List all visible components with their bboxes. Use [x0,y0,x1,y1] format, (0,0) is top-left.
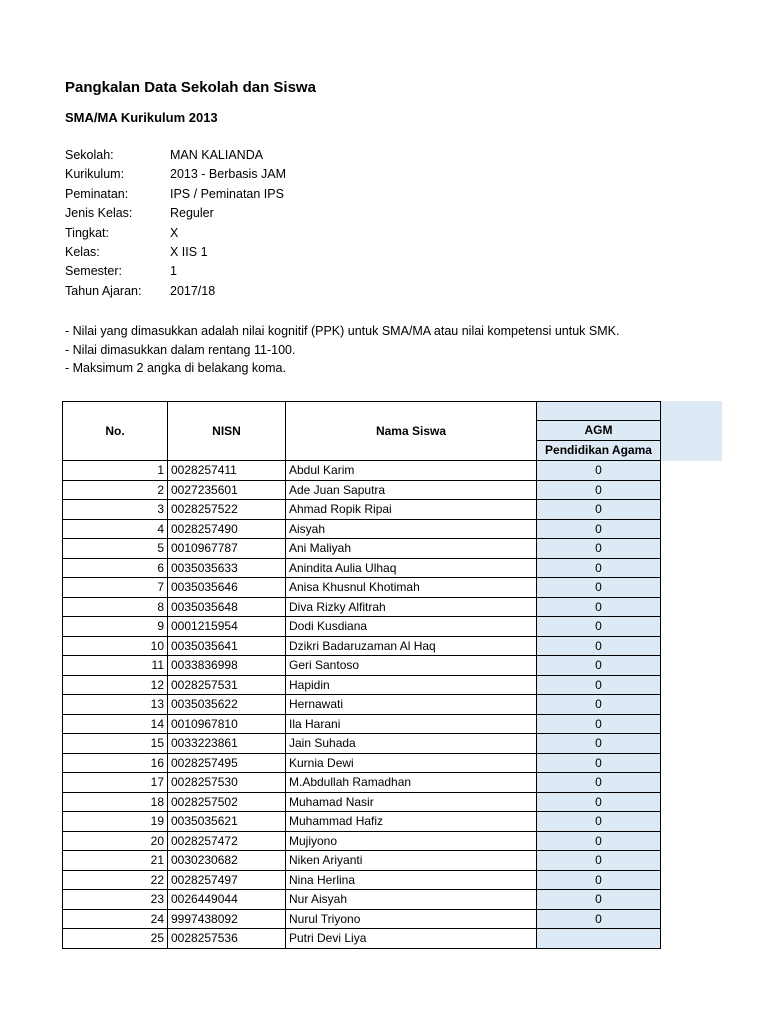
grade-input-cell[interactable]: 0 [537,500,661,520]
table-row [63,500,661,520]
info-value: 1 [170,264,177,279]
col-header-nisn: NISN [168,402,286,461]
nisn-cell: 0030230682 [168,851,286,871]
nisn-cell: 0028257522 [168,500,286,520]
table-row [63,909,661,929]
grade-input-cell[interactable]: 0 [537,519,661,539]
nisn-cell: 0010967787 [168,539,286,559]
row-number-cell: 4 [63,519,168,539]
table-row [63,851,661,871]
nisn-cell: 0035035648 [168,597,286,617]
row-number-cell: 8 [63,597,168,617]
table-row [63,890,661,910]
student-name-cell: Hapidin [286,675,537,695]
nisn-cell: 0035035622 [168,695,286,715]
info-label: Tingkat: [65,225,110,240]
table-row [63,578,661,598]
grade-input-cell[interactable]: 0 [537,734,661,754]
info-label: Sekolah: [65,148,114,162]
row-number-cell: 12 [63,675,168,695]
nisn-cell: 0028257530 [168,773,286,793]
row-number-cell: 25 [63,929,168,949]
nisn-cell: 0035035621 [168,812,286,832]
nisn-cell: 0001215954 [168,617,286,637]
student-name-cell: Muhamad Nasir [286,792,537,812]
student-name-cell: Anindita Aulia Ulhaq [286,558,537,578]
nisn-cell: 9997438092 [168,909,286,929]
table-row [63,539,661,559]
table-row [63,519,661,539]
info-value: 2017/18 [170,283,216,298]
info-label: Kelas: [65,244,100,259]
student-name-cell: Aisyah [286,519,537,539]
info-value: X IIS 1 [170,244,208,259]
student-name-cell: Ahmad Ropik Ripai [286,500,537,520]
student-name-cell: Hernawati [286,695,537,715]
nisn-cell: 0028257536 [168,929,286,949]
info-label: Kurikulum: [65,167,125,182]
nisn-cell: 0028257490 [168,519,286,539]
row-number-cell: 9 [63,617,168,637]
row-number-cell: 24 [63,909,168,929]
grade-input-cell[interactable]: 0 [537,597,661,617]
grade-input-cell[interactable]: 0 [537,870,661,890]
col-header-no: No. [63,402,168,461]
nisn-cell: 0033836998 [168,656,286,676]
nisn-cell: 0035035646 [168,578,286,598]
page-subtitle: SMA/MA Kurikulum 2013 [65,110,218,125]
grade-input-cell[interactable]: 0 [537,656,661,676]
info-value: MAN KALIANDA [170,148,264,162]
header-shade-extension [660,401,722,461]
nisn-cell: 0035035641 [168,636,286,656]
grade-input-cell[interactable]: 0 [537,773,661,793]
grade-input-cell[interactable] [537,929,661,949]
info-label: Peminatan: [65,186,129,201]
row-number-cell: 3 [63,500,168,520]
col-header-agm-sub: Pendidikan Agama [537,441,661,461]
grade-input-cell[interactable]: 0 [537,558,661,578]
student-name-cell: Ani Maliyah [286,539,537,559]
row-number-cell: 17 [63,773,168,793]
page-title: Pangkalan Data Sekolah dan Siswa [65,79,316,96]
row-number-cell: 5 [63,539,168,559]
grade-input-cell[interactable]: 0 [537,675,661,695]
table-row [63,753,661,773]
row-number-cell: 2 [63,480,168,500]
row-number-cell: 18 [63,792,168,812]
table-row [63,812,661,832]
info-row [65,206,286,225]
table-row [63,714,661,734]
student-name-cell: Ade Juan Saputra [286,480,537,500]
grade-table [62,401,661,949]
row-number-cell: 13 [63,695,168,715]
grade-input-cell[interactable]: 0 [537,792,661,812]
student-name-cell: Geri Santoso [286,656,537,676]
table-row [63,773,661,793]
grade-input-cell[interactable]: 0 [537,695,661,715]
table-row [63,636,661,656]
row-number-cell: 11 [63,656,168,676]
info-value: 2013 - Berbasis JAM [170,167,287,182]
student-name-cell: Kurnia Dewi [286,753,537,773]
info-row [65,264,286,283]
nisn-cell: 0026449044 [168,890,286,910]
row-number-cell: 20 [63,831,168,851]
table-row [63,870,661,890]
row-number-cell: 22 [63,870,168,890]
row-number-cell: 23 [63,890,168,910]
info-row [65,226,286,245]
grade-input-cell[interactable]: 0 [537,578,661,598]
nisn-cell: 0028257502 [168,792,286,812]
info-row [65,148,286,167]
row-number-cell: 19 [63,812,168,832]
nisn-cell: 0010967810 [168,714,286,734]
table-row [63,929,661,949]
grade-input-cell[interactable]: 0 [537,461,661,481]
student-name-cell: Putri Devi Liya [286,929,537,949]
row-number-cell: 16 [63,753,168,773]
student-name-cell: Dodi Kusdiana [286,617,537,637]
grade-input-cell[interactable]: 0 [537,636,661,656]
student-name-cell: Nur Aisyah [286,890,537,910]
note-line: - Nilai dimasukkan dalam rentang 11-100. [65,342,296,357]
student-name-cell: Mujiyono [286,831,537,851]
row-number-cell: 1 [63,461,168,481]
grade-input-cell[interactable]: 0 [537,753,661,773]
student-name-cell: Ila Harani [286,714,537,734]
student-name-cell: M.Abdullah Ramadhan [286,773,537,793]
table-row [63,734,661,754]
info-label: Tahun Ajaran: [65,283,142,298]
info-row [65,245,286,264]
col-header-nama: Nama Siswa [286,402,537,461]
student-name-cell: Muhammad Hafiz [286,812,537,832]
col-header-blank [537,402,661,421]
table-row [63,617,661,637]
row-number-cell: 10 [63,636,168,656]
table-row [63,831,661,851]
grade-input-cell[interactable]: 0 [537,831,661,851]
note-line: - Maksimum 2 angka di belakang koma. [65,361,286,376]
grade-input-cell[interactable]: 0 [537,851,661,871]
table-row [63,461,661,481]
grade-input-cell[interactable]: 0 [537,539,661,559]
note-line: - Nilai yang dimasukkan adalah nilai kognitif (PPK) untuk SMA/MA atau nilai kompetensi untuk SMK. [65,324,620,338]
grade-input-cell[interactable]: 0 [537,480,661,500]
col-header-agm: AGM [537,421,661,441]
student-name-cell: Niken Ariyanti [286,851,537,871]
row-number-cell: 6 [63,558,168,578]
info-value: X [170,225,179,240]
row-number-cell: 15 [63,734,168,754]
grade-input-cell[interactable]: 0 [537,812,661,832]
nisn-cell: 0028257497 [168,870,286,890]
table-row [63,558,661,578]
info-value: IPS / Peminatan IPS [170,186,284,201]
info-row [65,167,286,186]
student-name-cell: Diva Rizky Alfitrah [286,597,537,617]
info-row [65,284,286,303]
instruction-notes [65,324,619,380]
info-label: Jenis Kelas: [65,206,133,221]
grade-input-cell[interactable]: 0 [537,890,661,910]
row-number-cell: 7 [63,578,168,598]
nisn-cell: 0028257411 [168,461,286,481]
school-info [65,148,286,303]
info-row [65,187,286,206]
nisn-cell: 0028257472 [168,831,286,851]
info-value: Reguler [170,206,214,221]
student-name-cell: Abdul Karim [286,461,537,481]
table-row [63,792,661,812]
student-name-cell: Dzikri Badaruzaman Al Haq [286,636,537,656]
table-row [63,480,661,500]
table-row [63,695,661,715]
grade-input-cell[interactable]: 0 [537,714,661,734]
nisn-cell: 0028257495 [168,753,286,773]
nisn-cell: 0035035633 [168,558,286,578]
student-name-cell: Nurul Triyono [286,909,537,929]
nisn-cell: 0027235601 [168,480,286,500]
info-label: Semester: [65,264,122,279]
nisn-cell: 0028257531 [168,675,286,695]
student-name-cell: Jain Suhada [286,734,537,754]
grade-input-cell[interactable]: 0 [537,617,661,637]
grade-input-cell[interactable]: 0 [537,909,661,929]
table-row [63,597,661,617]
row-number-cell: 21 [63,851,168,871]
student-name-cell: Nina Herlina [286,870,537,890]
row-number-cell: 14 [63,714,168,734]
student-name-cell: Anisa Khusnul Khotimah [286,578,537,598]
nisn-cell: 0033223861 [168,734,286,754]
table-row [63,656,661,676]
table-row [63,675,661,695]
